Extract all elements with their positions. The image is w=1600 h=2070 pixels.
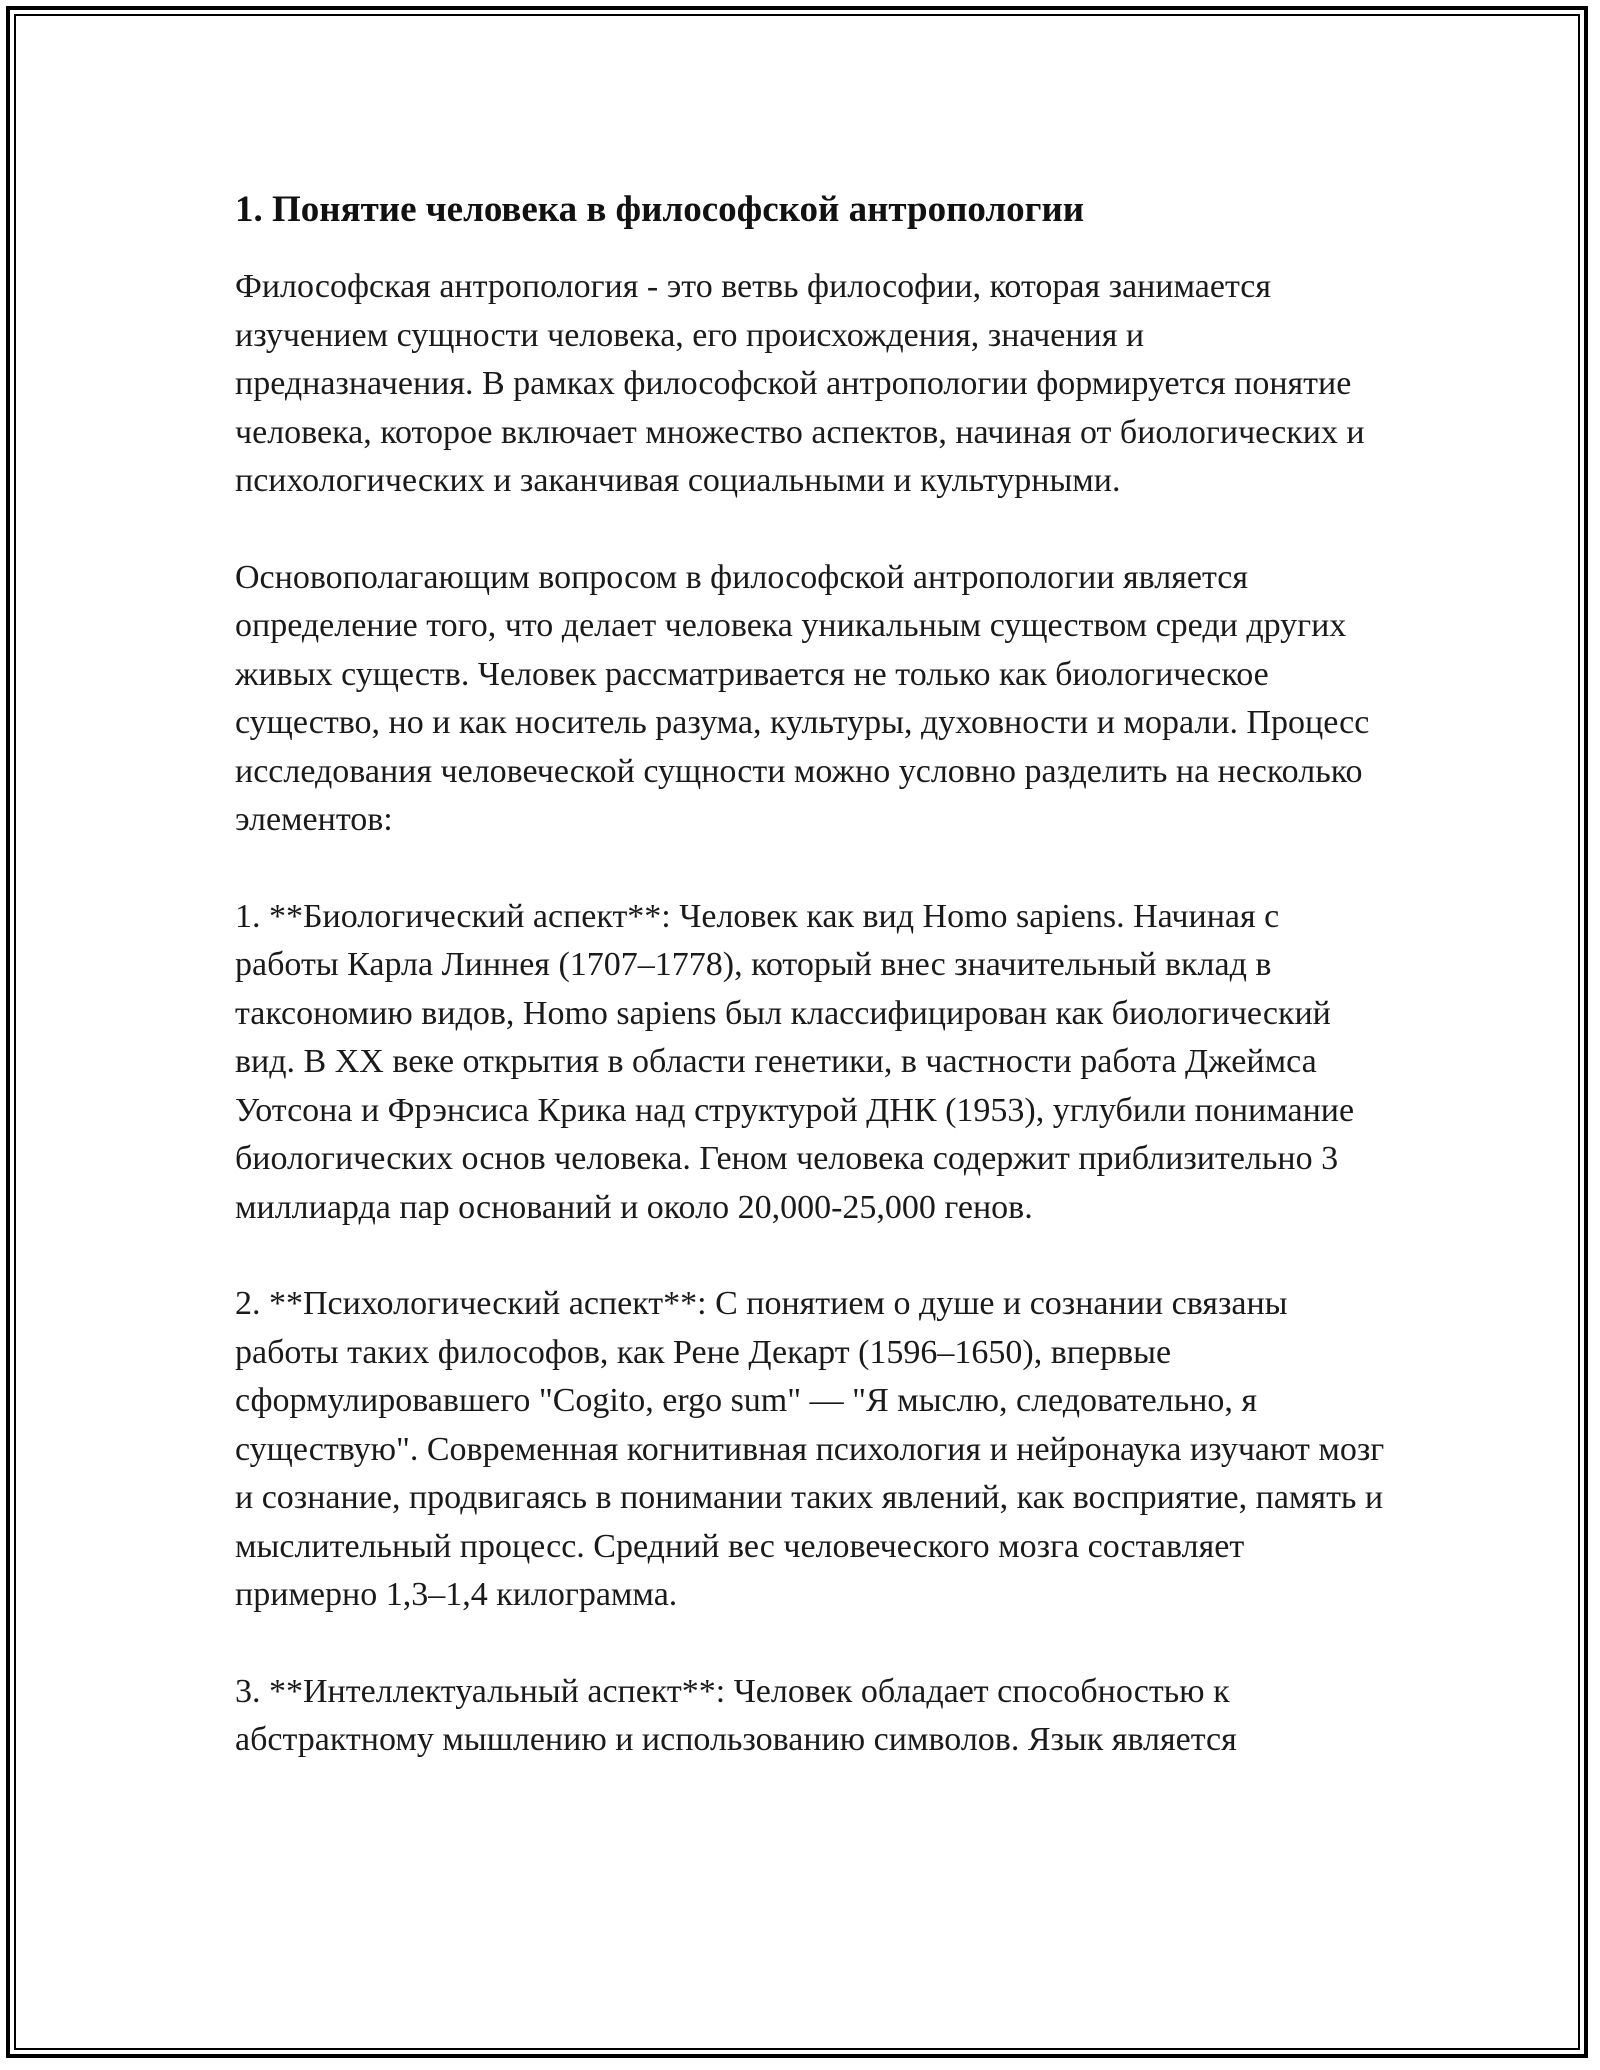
paragraph-biological-aspect: 1. **Биологический аспект**: Человек как вид Homo sapiens. Начиная с работы Карла Линнея (1707–1778), который внес значительный вклад в таксономию видов, Homo sapiens был классифицирован как биологический вид. В XX веке открытия в области генетики, в частности работа Джеймса Уотсона и Фрэнсиса Крика над структурой ДНК (1953), углубили понимание биологических основ человека. Геном человека содержит приблизительно 3 миллиарда пар оснований и около 20,000-25,000 генов. xyxy=(235,897,1355,1226)
paragraph-intellectual-aspect: 3. **Интеллектуальный аспект**: Человек обладает способностью к абстрактному мышлению и использованию символов. Язык является xyxy=(235,1672,1237,1758)
section-heading: 1. Понятие человека в философской антропологии xyxy=(235,189,1085,230)
paragraph-psychological-aspect: 2. **Психологический аспект**: С понятием о душе и сознании связаны работы таких философов, как Рене Декарт (1596–1650), впервые сформулировавшего "Cogito, ergo sum" — "Я мыслю, следовательно, я существую". Современная когнитивная психология и нейронаука изучают мозг и сознание, продвигаясь в понимании таких явлений, как восприятие, память и мыслительный процесс. Средний вес человеческого мозга составляет примерно 1,3–1,4 килограмма. xyxy=(235,1285,1385,1613)
paragraph-core-question: Основополагающим вопросом в философской антропологии является определение того, что делает человека уникальным существом среди других живых существ. Человек рассматривается не только как биологическое существо, но и как носитель разума, культуры, духовности и морали. Процесс исследования человеческой сущности можно условно разделить на несколько элементов: xyxy=(235,558,1370,838)
document-body xyxy=(235,188,1385,1765)
paragraph-intro: Философская антропология - это ветвь философии, которая занимается изучением сущности человека, его происхождения, значения и предназначения. В рамках философской антропологии формируется понятие человека, которое включает множество аспектов, начиная от биологических и психологических и заканчивая социальными и культурными. xyxy=(235,268,1365,499)
